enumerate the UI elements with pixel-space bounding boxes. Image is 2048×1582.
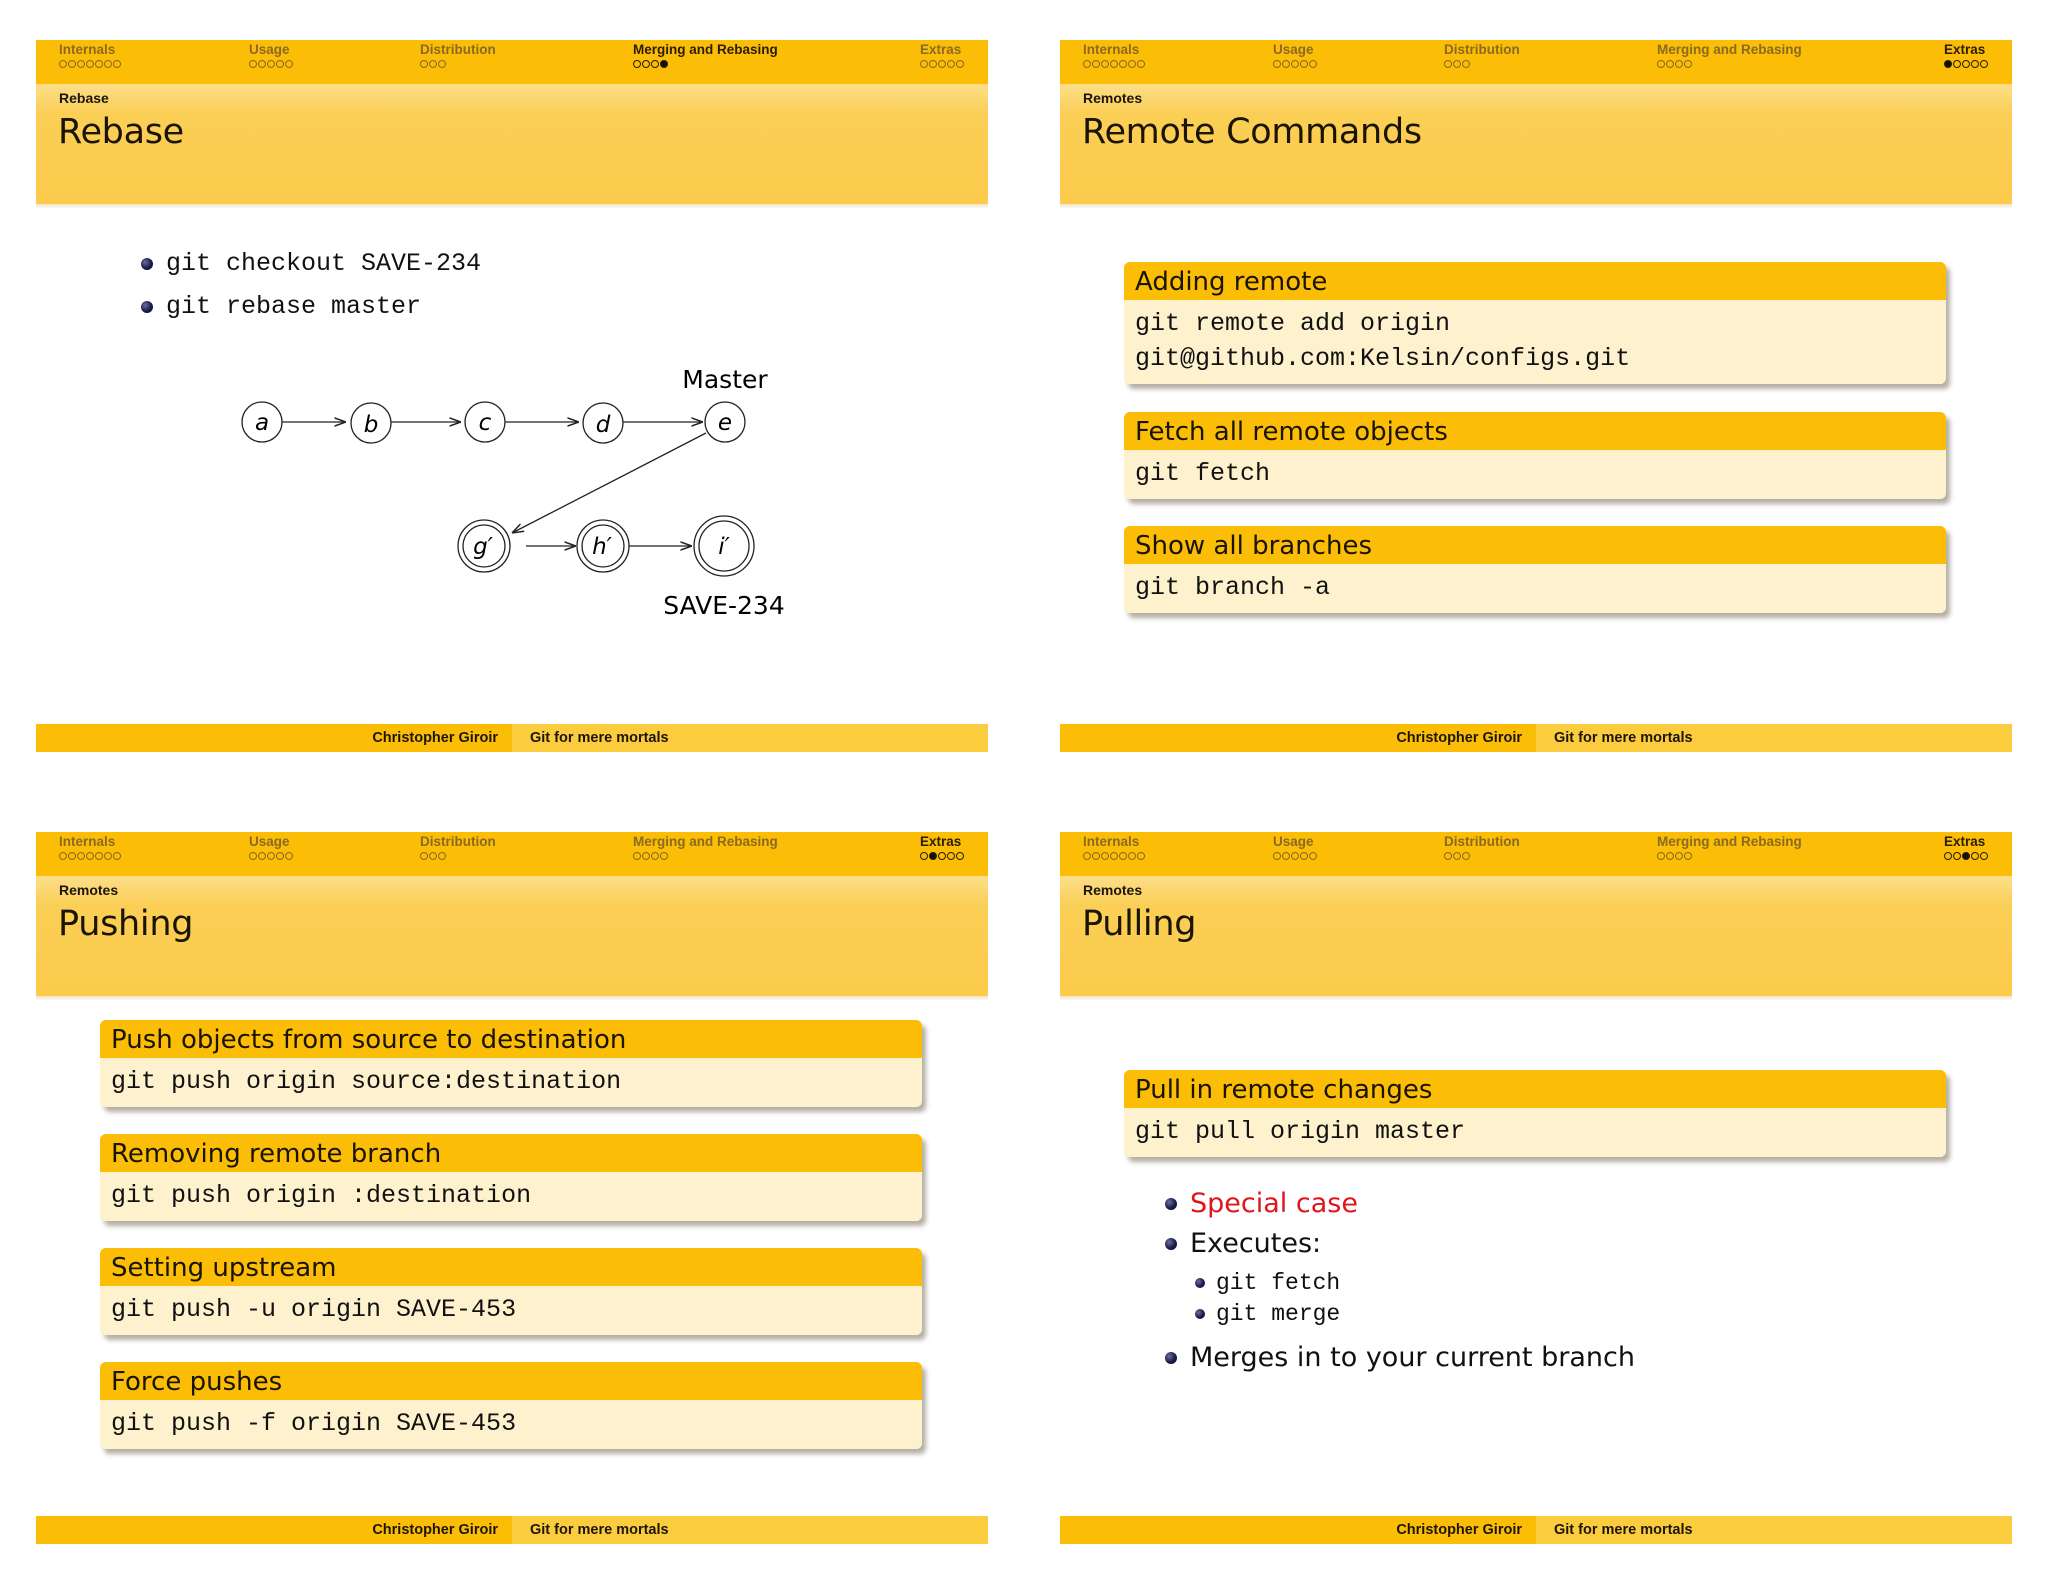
footer-title-box [512,724,988,752]
navigation-bar [1060,832,2012,876]
code-line: git push origin :destination [111,1181,532,1210]
sub-bullet-text: git merge [1216,1301,1341,1327]
bullet-list [1162,1184,1635,1378]
nav-section-usage[interactable] [1273,834,1318,864]
navigation-bar [1060,40,2012,84]
nav-section-distribution[interactable] [420,834,496,864]
block-body [1124,450,1946,499]
nav-label: Merging and Rebasing [633,42,778,57]
footer-author-box [36,1516,512,1544]
nav-dots [920,852,965,864]
slide-pushing [36,832,988,1582]
block-show-all-branches [1124,526,1946,613]
code-line: git pull origin master [1135,1117,1466,1146]
nav-section-extras[interactable] [1944,834,1989,864]
edge-e-g [512,433,706,533]
bullet-text: git checkout SAVE-234 [166,249,482,278]
nav-section-merging-and-rebasing[interactable] [1657,42,1802,72]
footer [1060,724,2012,752]
block-push-objects [100,1020,922,1107]
node-c [465,402,505,442]
block-pull-in-remote-changes [1124,1070,1946,1157]
nav-dots [1657,60,1802,72]
footer [36,1516,988,1544]
footer [36,724,988,752]
svg-text:h′: h′ [592,534,612,560]
bullet-text: Executes: [1190,1228,1322,1259]
nav-dots [420,852,496,864]
code-line: git branch -a [1135,573,1331,602]
title-shadow [1060,996,2012,1001]
block-body [100,1286,922,1335]
branch-label: SAVE-234 [663,591,785,620]
footer [1060,1516,2012,1544]
nav-dots [59,852,122,864]
nav-section-merging-and-rebasing[interactable] [1657,834,1802,864]
block-title: Show all branches [1124,526,1946,564]
block-body [1124,1108,1946,1157]
footer-author: Christopher Giroir [1396,1522,1522,1538]
rebase-graph [36,40,988,724]
node-h-prime [577,520,629,572]
footer-author-box [1060,724,1536,752]
node-e [705,402,745,442]
code-line: git fetch [1135,459,1271,488]
bullet-item [1162,1184,1635,1224]
block-title: Setting upstream [100,1248,922,1286]
svg-text:c: c [478,410,492,436]
nav-section-internals[interactable] [1083,42,1146,72]
node-a [242,402,282,442]
nav-dots [1083,60,1146,72]
nav-label: Extras [920,42,962,57]
svg-text:e: e [717,410,733,436]
block-title: Fetch all remote objects [1124,412,1946,450]
nav-label: Merging and Rebasing [1657,834,1802,849]
title-area [1060,84,2012,204]
sub-bullet-item [1192,1268,1635,1299]
subsection-label: Remotes [59,882,119,898]
nav-dots [1083,852,1146,864]
bullet-text: git rebase master [166,292,422,321]
title-area [36,876,988,996]
svg-text:b: b [363,412,379,438]
nav-label: Usage [249,834,290,849]
navigation-bar [36,832,988,876]
title-shadow [36,996,988,1001]
code-line: git push origin source:destination [111,1067,622,1096]
slide-remote-commands [1060,40,2012,790]
slide-rebase [36,40,988,790]
nav-label: Internals [1083,42,1140,57]
nav-label: Internals [59,42,116,57]
block-body [1124,300,1946,384]
svg-text:d: d [595,412,611,438]
footer-author-box [36,724,512,752]
footer-author: Christopher Giroir [1396,730,1522,746]
block-title: Pull in remote changes [1124,1070,1946,1108]
frame-title: Rebase [58,112,184,152]
title-area [1060,876,2012,996]
nav-dots [249,852,294,864]
block-body [100,1172,922,1221]
nav-label: Distribution [1444,42,1520,57]
subsection-label: Remotes [1083,882,1143,898]
node-g-prime [458,520,510,572]
nav-label: Distribution [420,42,496,57]
nav-label: Extras [1944,42,1986,57]
block-title: Push objects from source to destination [100,1020,922,1058]
nav-section-usage[interactable] [249,834,294,864]
node-d [583,403,623,443]
block-body [1124,564,1946,613]
nav-section-internals[interactable] [1083,834,1146,864]
code-line: git remote add origin [1135,309,1451,338]
title-shadow [1060,204,2012,209]
footer-title-box [1536,1516,2012,1544]
node-b [351,403,391,443]
code-line: git push -f origin SAVE-453 [111,1409,517,1438]
block-setting-upstream [100,1248,922,1335]
master-label: Master [682,365,768,394]
nav-section-usage[interactable] [1273,42,1318,72]
nav-label: Merging and Rebasing [1657,42,1802,57]
nav-section-merging-and-rebasing[interactable] [633,834,778,864]
block-adding-remote [1124,262,1946,384]
nav-label: Usage [249,42,290,57]
block-title: Adding remote [1124,262,1946,300]
nav-dots [1944,852,1989,864]
nav-label: Distribution [1444,834,1520,849]
frame-title: Pulling [1082,904,1197,944]
nav-label: Internals [59,834,116,849]
footer-title: Git for mere mortals [530,1522,669,1538]
frame-title: Pushing [58,904,194,944]
footer-author: Christopher Giroir [372,730,498,746]
footer-author-box [1060,1516,1536,1544]
nav-section-distribution[interactable] [1444,834,1520,864]
block-body [100,1058,922,1107]
nav-label: Usage [1273,42,1314,57]
code-line: git@github.com:Kelsin/configs.git [1135,344,1631,373]
footer-title-box [512,1516,988,1544]
special-case-text: Special case [1190,1188,1358,1219]
footer-title: Git for mere mortals [530,730,669,746]
svg-text:a: a [254,410,270,436]
sub-bullet-item [1192,1299,1635,1330]
svg-text:i′: i′ [718,534,730,560]
bullet-item [1162,1224,1635,1264]
nav-label: Distribution [420,834,496,849]
subsection-label: Remotes [1083,90,1143,106]
nav-label: Merging and Rebasing [633,834,778,849]
footer-title: Git for mere mortals [1554,1522,1693,1538]
footer-title: Git for mere mortals [1554,730,1693,746]
nav-dots [1444,852,1520,864]
block-fetch-all-remote-objects [1124,412,1946,499]
node-i-prime [694,516,754,576]
nav-label: Extras [920,834,962,849]
nav-dots [1444,60,1520,72]
nav-dots [633,852,778,864]
footer-author: Christopher Giroir [372,1522,498,1538]
nav-label: Usage [1273,834,1314,849]
block-body [100,1400,922,1449]
nav-section-distribution[interactable] [1444,42,1520,72]
block-title: Removing remote branch [100,1134,922,1172]
slide-pulling [1060,832,2012,1582]
nav-dots [1273,852,1318,864]
nav-label: Internals [1083,834,1140,849]
nav-dots [1273,60,1318,72]
nav-dots [1657,852,1802,864]
bullet-text: Merges in to your current branch [1190,1342,1635,1373]
bullet-item [1162,1338,1635,1378]
nav-section-internals[interactable] [59,834,122,864]
svg-text:g′: g′ [473,534,493,560]
block-removing-remote-branch [100,1134,922,1221]
code-line: git push -u origin SAVE-453 [111,1295,517,1324]
frame-title: Remote Commands [1082,112,1422,152]
nav-label: Extras [1944,834,1986,849]
block-title: Force pushes [100,1362,922,1400]
subsection-label: Rebase [59,90,109,106]
sub-bullet-text: git fetch [1216,1270,1341,1296]
footer-title-box [1536,724,2012,752]
nav-section-extras[interactable] [1944,42,1989,72]
sub-bullet-list [1162,1268,1635,1330]
nav-section-extras[interactable] [920,834,965,864]
nav-dots [1944,60,1989,72]
block-force-pushes [100,1362,922,1449]
